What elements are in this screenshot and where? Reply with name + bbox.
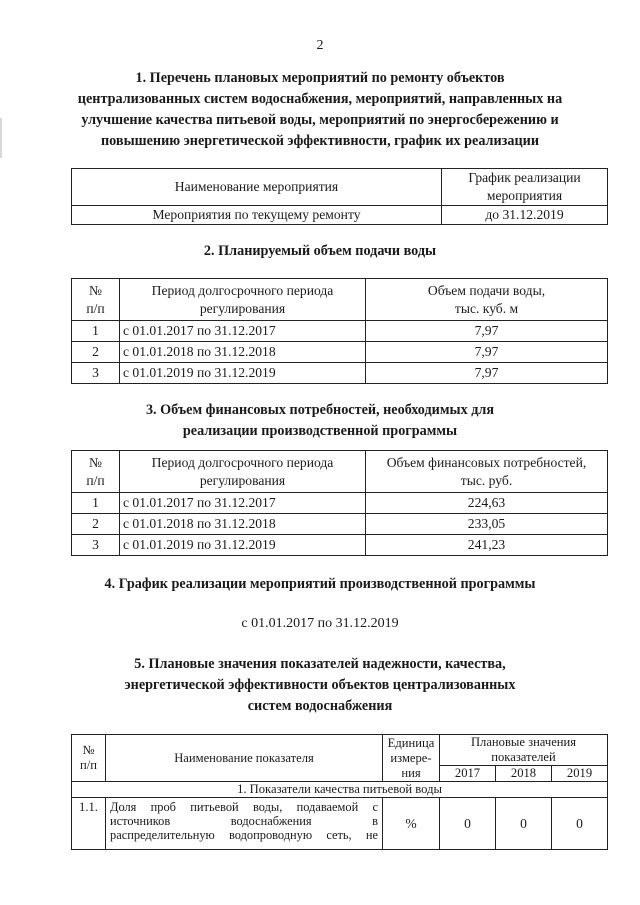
section5-title xyxy=(0,654,640,717)
section3-title-line: 3. Объем финансовых потребностей, необходимых для xyxy=(145,402,495,418)
col-header-volume-line: Объем подачи воды, xyxy=(427,282,546,298)
indicator-name-line: источников водоснабжения в xyxy=(110,814,378,828)
table-header-row xyxy=(72,169,608,206)
row-num-cell: 1.1. xyxy=(72,798,106,850)
water-volume-table xyxy=(71,278,608,384)
indicator-name-line: распределительную водопроводную сеть, не xyxy=(110,828,378,842)
section3-title xyxy=(0,400,640,442)
unit-cell: % xyxy=(383,798,440,850)
col-header-period-line: регулирования xyxy=(199,300,286,316)
row-period-cell: с 01.01.2018 по 31.12.2018 xyxy=(120,514,366,535)
row-period-cell: с 01.01.2017 по 31.12.2017 xyxy=(120,321,366,342)
table-row xyxy=(72,535,608,556)
col-header-schedule xyxy=(442,169,608,206)
measure-name-cell: Мероприятия по текущему ремонту xyxy=(72,206,442,225)
col-header-unit-line: ния xyxy=(401,765,421,780)
col-header-unit-line: измере- xyxy=(390,750,432,765)
col-header-unit xyxy=(383,735,440,782)
col-header-num-line: п/п xyxy=(86,300,105,316)
col-header-indicator-name: Наименование показателя xyxy=(106,735,383,782)
section4-title: 4. График реализации мероприятий производственной программы xyxy=(104,576,536,592)
col-header-measure-name: Наименование мероприятия xyxy=(72,169,442,206)
measures-table xyxy=(71,168,608,225)
section1-title-line: повышению энергетической эффективности, график их реализации xyxy=(101,133,539,149)
table-header-row xyxy=(72,451,608,493)
financial-needs-table xyxy=(71,450,608,556)
col-header-num-line: № xyxy=(89,454,102,470)
section4-period: с 01.01.2017 по 31.12.2019 xyxy=(241,616,399,631)
row-value-cell: 7,97 xyxy=(366,342,608,363)
row-num-cell: 2 xyxy=(72,342,120,363)
indicator-name-cell xyxy=(106,798,383,850)
row-num-cell: 1 xyxy=(72,493,120,514)
value-2017-cell: 0 xyxy=(440,798,496,850)
row-period-cell: с 01.01.2017 по 31.12.2017 xyxy=(120,493,366,514)
col-header-period-line: Период долгосрочного периода xyxy=(151,454,334,470)
col-header-year: 2019 xyxy=(552,766,608,782)
table-row xyxy=(72,342,608,363)
row-value-cell: 7,97 xyxy=(366,321,608,342)
indicators-table xyxy=(71,734,608,850)
section2-title: 2. Планируемый объем подачи воды xyxy=(203,243,437,259)
section1-title-line: 1. Перечень плановых мероприятий по ремонту объектов xyxy=(135,70,505,86)
row-value-cell: 233,05 xyxy=(366,514,608,535)
row-value-cell: 224,63 xyxy=(366,493,608,514)
section5-title-line: 5. Плановые значения показателей надежности, качества, xyxy=(134,656,506,672)
col-header-period-line: регулирования xyxy=(199,472,286,488)
table-row xyxy=(72,206,608,225)
row-num-cell: 3 xyxy=(72,363,120,384)
col-header-financial-line: тыс. руб. xyxy=(460,472,513,488)
col-header-plan-line: показателей xyxy=(491,750,556,764)
row-period-cell: с 01.01.2018 по 31.12.2018 xyxy=(120,342,366,363)
table-group-row xyxy=(72,782,608,798)
col-header-financial xyxy=(366,451,608,493)
table-row xyxy=(72,798,608,850)
section5-title-line: энергетической эффективности объектов централизованных xyxy=(124,677,516,693)
table-row xyxy=(72,514,608,535)
col-header-num xyxy=(72,279,120,321)
row-value-cell: 241,23 xyxy=(366,535,608,556)
table-row xyxy=(72,321,608,342)
table-row xyxy=(72,493,608,514)
col-header-year: 2017 xyxy=(440,766,496,782)
col-header-period xyxy=(120,451,366,493)
col-header-num-line: № xyxy=(82,743,95,757)
col-header-period-line: Период долгосрочного периода xyxy=(151,282,334,298)
row-period-cell: с 01.01.2019 по 31.12.2019 xyxy=(120,535,366,556)
group-title-cell: 1. Показатели качества питьевой воды xyxy=(72,782,608,798)
col-header-volume-line: тыс. куб. м xyxy=(454,300,519,316)
col-header-period xyxy=(120,279,366,321)
table-row xyxy=(72,363,608,384)
section3-title-line: реализации производственной программы xyxy=(182,423,458,439)
col-header-schedule-line: График реализации xyxy=(468,170,581,185)
measure-schedule-cell: до 31.12.2019 xyxy=(442,206,608,225)
col-header-num xyxy=(72,451,120,493)
col-header-num-line: п/п xyxy=(86,472,105,488)
section5-title-line: систем водоснабжения xyxy=(247,698,393,714)
section1-title-line: улучшение качества питьевой воды, мероприятий по энергосбережению и xyxy=(81,112,559,128)
col-header-financial-line: Объем финансовых потребностей, xyxy=(386,454,587,470)
page-number: 2 xyxy=(316,38,324,53)
value-2018-cell: 0 xyxy=(496,798,552,850)
col-header-num-line: № xyxy=(89,282,102,298)
table-header-row xyxy=(72,735,608,766)
col-header-plan-line: Плановые значения xyxy=(470,735,577,749)
row-value-cell: 7,97 xyxy=(366,363,608,384)
value-2019-cell: 0 xyxy=(552,798,608,850)
row-period-cell: с 01.01.2019 по 31.12.2019 xyxy=(120,363,366,384)
indicator-name-line: Доля проб питьевой воды, подаваемой с xyxy=(110,800,378,814)
row-num-cell: 1 xyxy=(72,321,120,342)
col-header-plan-values xyxy=(440,735,608,766)
row-num-cell: 2 xyxy=(72,514,120,535)
table-header-row xyxy=(72,279,608,321)
section1-title xyxy=(0,68,640,152)
col-header-unit-line: Единица xyxy=(387,735,435,750)
col-header-volume xyxy=(366,279,608,321)
row-num-cell: 3 xyxy=(72,535,120,556)
col-header-num xyxy=(72,735,106,782)
col-header-year: 2018 xyxy=(496,766,552,782)
col-header-num-line: п/п xyxy=(80,758,97,772)
section1-title-line: централизованных систем водоснабжения, мероприятий, направленных на xyxy=(77,91,563,107)
col-header-schedule-line: мероприятия xyxy=(486,188,563,203)
